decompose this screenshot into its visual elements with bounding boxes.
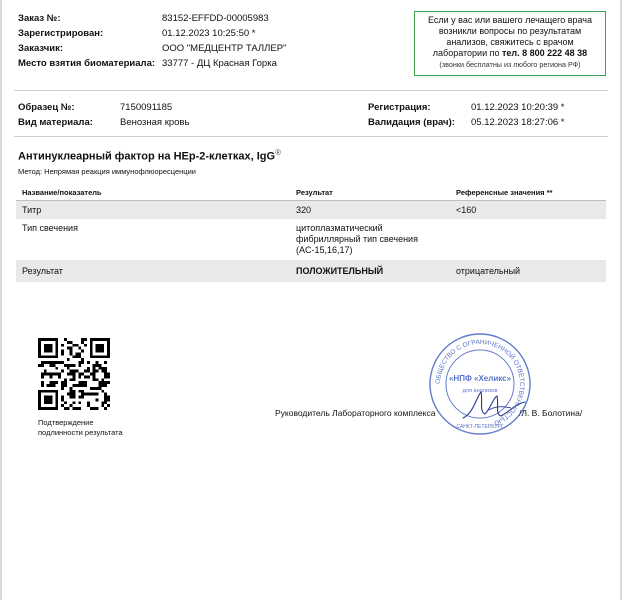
column-header-result: Результат <box>290 186 450 201</box>
test-title <box>18 148 281 163</box>
signature-label: Руководитель Лабораторного комплекса <box>275 408 436 418</box>
result-line: фибриллярный тип свечения <box>296 234 418 244</box>
registration-value: 01.12.2023 10:20:39 * <box>471 102 565 113</box>
row-name: Тип свечения <box>22 223 78 233</box>
contact-phone[interactable]: тел. 8 800 222 48 38 <box>502 48 588 58</box>
validation-value: 05.12.2023 18:27:06 * <box>471 117 565 128</box>
material-value: Венозная кровь <box>120 117 190 128</box>
row-name: Титр <box>16 201 290 220</box>
order-number-value: 83152-EFFDD-00005983 <box>162 13 269 24</box>
contact-line-4 <box>415 48 605 59</box>
results-table <box>16 186 606 282</box>
material-label: Вид материала: <box>18 117 93 128</box>
stamp-city-text: САНКТ-ПЕТЕРБУРГ <box>456 424 504 430</box>
row-result <box>290 219 450 260</box>
qr-code[interactable] <box>38 338 110 410</box>
sample-number-value: 7150091185 <box>120 102 173 113</box>
place-label: Место взятия биоматериала: <box>18 58 156 69</box>
result-line: цитоплазматический <box>296 223 383 233</box>
place-value: 33777 - ДЦ Красная Горка <box>162 58 277 69</box>
stamp-sub-text: для анализов <box>462 388 498 394</box>
contact-note: (звонки бесплатны из любого региона РФ) <box>439 60 581 69</box>
table-row <box>16 201 606 220</box>
stamp-ring-text: ОБЩЕСТВО С ОГРАНИЧЕННОЙ ОТВЕТСТВЕННОСТЬЮ <box>434 338 526 427</box>
test-title-text: Антинуклеарный фактор на HEp-2-клетках, IgG <box>18 150 276 163</box>
handwritten-signature <box>455 384 535 424</box>
registered-label: Зарегистрирован: <box>18 28 104 39</box>
row-name: Результат <box>16 260 290 282</box>
signature-name: /Л. В. Болотина/ <box>519 408 583 418</box>
row-result: 320 <box>290 201 450 220</box>
divider-middle <box>14 136 608 137</box>
registered-mark: ® <box>275 148 281 157</box>
row-reference: отрицательный <box>450 260 606 282</box>
customer-value: ООО "МЕДЦЕНТР ТАЛЛЕР" <box>162 43 287 54</box>
contact-line-3: анализов, свяжитесь с врачом <box>446 37 574 47</box>
qr-caption-line-2: подлинности результата <box>38 428 123 437</box>
table-row <box>16 260 606 282</box>
registration-label: Регистрация: <box>368 102 431 113</box>
column-header-name: Название/показатель <box>16 186 290 201</box>
contact-line-2: возникли вопросы по результатам <box>438 26 582 36</box>
qr-caption-line-1: Подтверждение <box>38 418 94 427</box>
page-edge-left <box>0 0 2 600</box>
customer-label: Заказчик: <box>18 43 64 54</box>
result-line: (AC-15,16,17) <box>296 245 353 255</box>
contact-box <box>414 11 606 76</box>
contact-line-4-prefix: лаборатории по <box>432 48 500 58</box>
divider-top <box>14 90 608 91</box>
sample-number-label: Образец №: <box>18 102 75 113</box>
stamp-center-text: «НПФ «Хеликс» <box>448 374 512 383</box>
row-reference <box>450 219 606 260</box>
validation-label: Валидация (врач): <box>368 117 455 128</box>
registered-value: 01.12.2023 10:25:50 * <box>162 28 256 39</box>
table-row <box>16 219 606 260</box>
results-header-row <box>16 186 606 201</box>
contact-line-1: Если у вас или вашего лечащего врача <box>427 15 593 25</box>
column-header-reference: Референсные значения ** <box>450 186 606 201</box>
row-reference: <160 <box>450 201 606 220</box>
order-number-label: Заказ №: <box>18 13 61 24</box>
row-result: ПОЛОЖИТЕЛЬНЫЙ <box>290 260 450 282</box>
test-method: Метод: Непрямая реакция иммунофлюоресценции <box>18 167 196 176</box>
qr-caption <box>38 418 123 438</box>
